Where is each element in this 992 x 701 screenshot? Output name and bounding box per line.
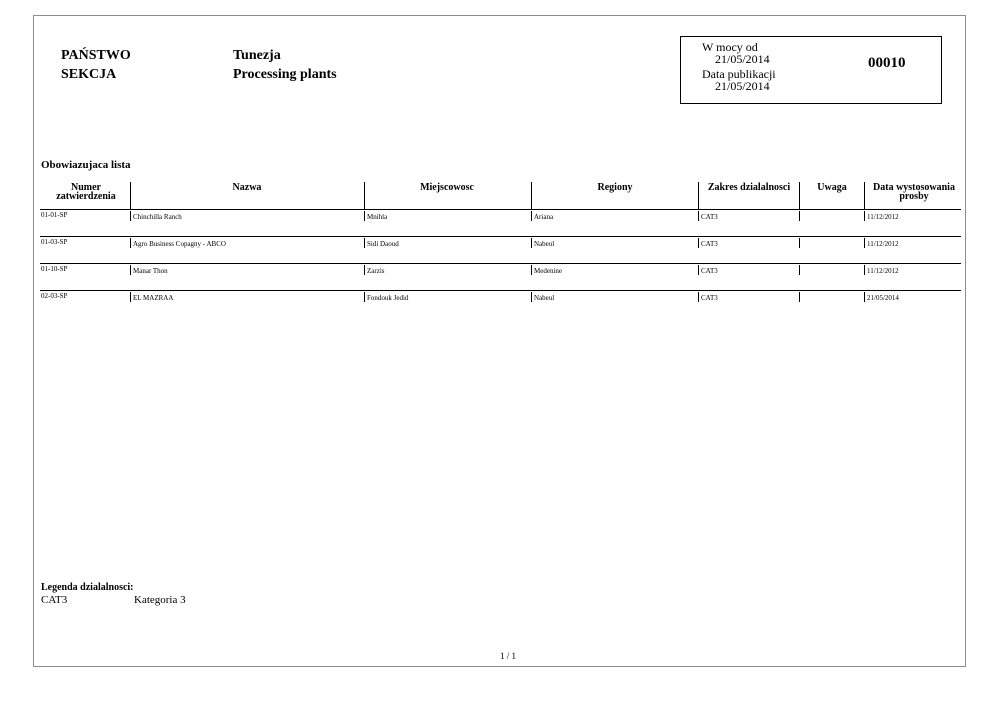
cell-date: 11/12/2012 xyxy=(867,267,899,275)
cell-region: Nabeul xyxy=(534,294,555,302)
cell-number: 01-01-SP xyxy=(41,211,68,219)
col-header-city: Miejscowosc xyxy=(420,182,474,193)
header-rule xyxy=(40,209,961,210)
row-divider xyxy=(364,211,365,221)
row-divider xyxy=(130,211,131,221)
row-divider xyxy=(531,238,532,248)
row-divider xyxy=(799,238,800,248)
row-divider xyxy=(698,265,699,275)
cell-name: Chinchilla Ranch xyxy=(133,213,182,221)
country-value: Tunezja xyxy=(233,48,281,63)
header-divider xyxy=(364,182,365,209)
published-label: Data publikacji xyxy=(702,67,776,81)
valid-from-label: W mocy od xyxy=(702,40,758,54)
row-divider xyxy=(799,292,800,302)
published-date: 21/05/2014 xyxy=(715,79,770,93)
row-rule xyxy=(40,236,961,237)
header-divider xyxy=(799,182,800,209)
row-divider xyxy=(364,265,365,275)
valid-from-date: 21/05/2014 xyxy=(715,52,770,66)
cell-name: Manar Thon xyxy=(133,267,168,275)
cell-region: Nabeul xyxy=(534,240,555,248)
cell-name: Agro Business Copagny - ABCO xyxy=(133,240,226,248)
cell-date: 11/12/2012 xyxy=(867,213,899,221)
cell-name: EL MAZRAA xyxy=(133,294,174,302)
header-divider xyxy=(698,182,699,209)
cell-city: Mnihla xyxy=(367,213,388,221)
legend-title: Legenda dzialalnosci: xyxy=(41,582,134,593)
row-divider xyxy=(364,238,365,248)
row-divider xyxy=(698,292,699,302)
section-label: SEKCJA xyxy=(61,67,117,82)
header-divider xyxy=(130,182,131,209)
row-rule xyxy=(40,263,961,264)
cell-scope: CAT3 xyxy=(701,213,718,221)
row-divider xyxy=(799,211,800,221)
row-divider xyxy=(130,265,131,275)
cell-date: 11/12/2012 xyxy=(867,240,899,248)
legend-code: CAT3 xyxy=(41,594,68,606)
col-header-name: Nazwa xyxy=(232,182,262,193)
list-title: Obowiazujaca lista xyxy=(41,159,131,171)
validity-infobox xyxy=(680,36,942,104)
cell-region: Ariana xyxy=(534,213,554,221)
row-divider xyxy=(531,265,532,275)
section-value: Processing plants xyxy=(233,67,337,82)
cell-date: 21/05/2014 xyxy=(867,294,899,302)
row-divider xyxy=(864,292,865,302)
document-number: 00010 xyxy=(868,55,906,71)
cell-city: Fondouk Jedid xyxy=(367,294,409,302)
row-divider xyxy=(130,238,131,248)
col-header-scope: Zakres dzialalnosci xyxy=(707,182,791,193)
cell-number: 01-10-SP xyxy=(41,265,68,273)
header-divider xyxy=(864,182,865,209)
col-header-region: Regiony xyxy=(597,182,633,193)
cell-scope: CAT3 xyxy=(701,294,718,302)
row-divider xyxy=(864,265,865,275)
page-counter: 1 / 1 xyxy=(500,651,517,661)
row-divider xyxy=(130,292,131,302)
row-divider xyxy=(531,292,532,302)
col-header-number: Numer zatwierdzenia xyxy=(56,182,116,202)
cell-city: Sidi Daoud xyxy=(367,240,399,248)
row-divider xyxy=(364,292,365,302)
row-divider xyxy=(698,238,699,248)
cell-number: 01-03-SP xyxy=(41,238,68,246)
cell-region: Medenine xyxy=(534,267,562,275)
row-divider xyxy=(698,211,699,221)
header-divider xyxy=(531,182,532,209)
legend-description: Kategoria 3 xyxy=(134,594,186,606)
row-divider xyxy=(864,211,865,221)
country-label: PAŃSTWO xyxy=(61,48,131,63)
document-page xyxy=(33,15,966,667)
row-divider xyxy=(799,265,800,275)
cell-scope: CAT3 xyxy=(701,267,718,275)
cell-number: 02-03-SP xyxy=(41,292,68,300)
col-header-note: Uwaga xyxy=(817,182,847,193)
row-rule xyxy=(40,290,961,291)
cell-scope: CAT3 xyxy=(701,240,718,248)
row-divider xyxy=(864,238,865,248)
cell-city: Zarzis xyxy=(367,267,385,275)
col-header-date: Data wystosowania prosby xyxy=(873,182,955,202)
row-divider xyxy=(531,211,532,221)
